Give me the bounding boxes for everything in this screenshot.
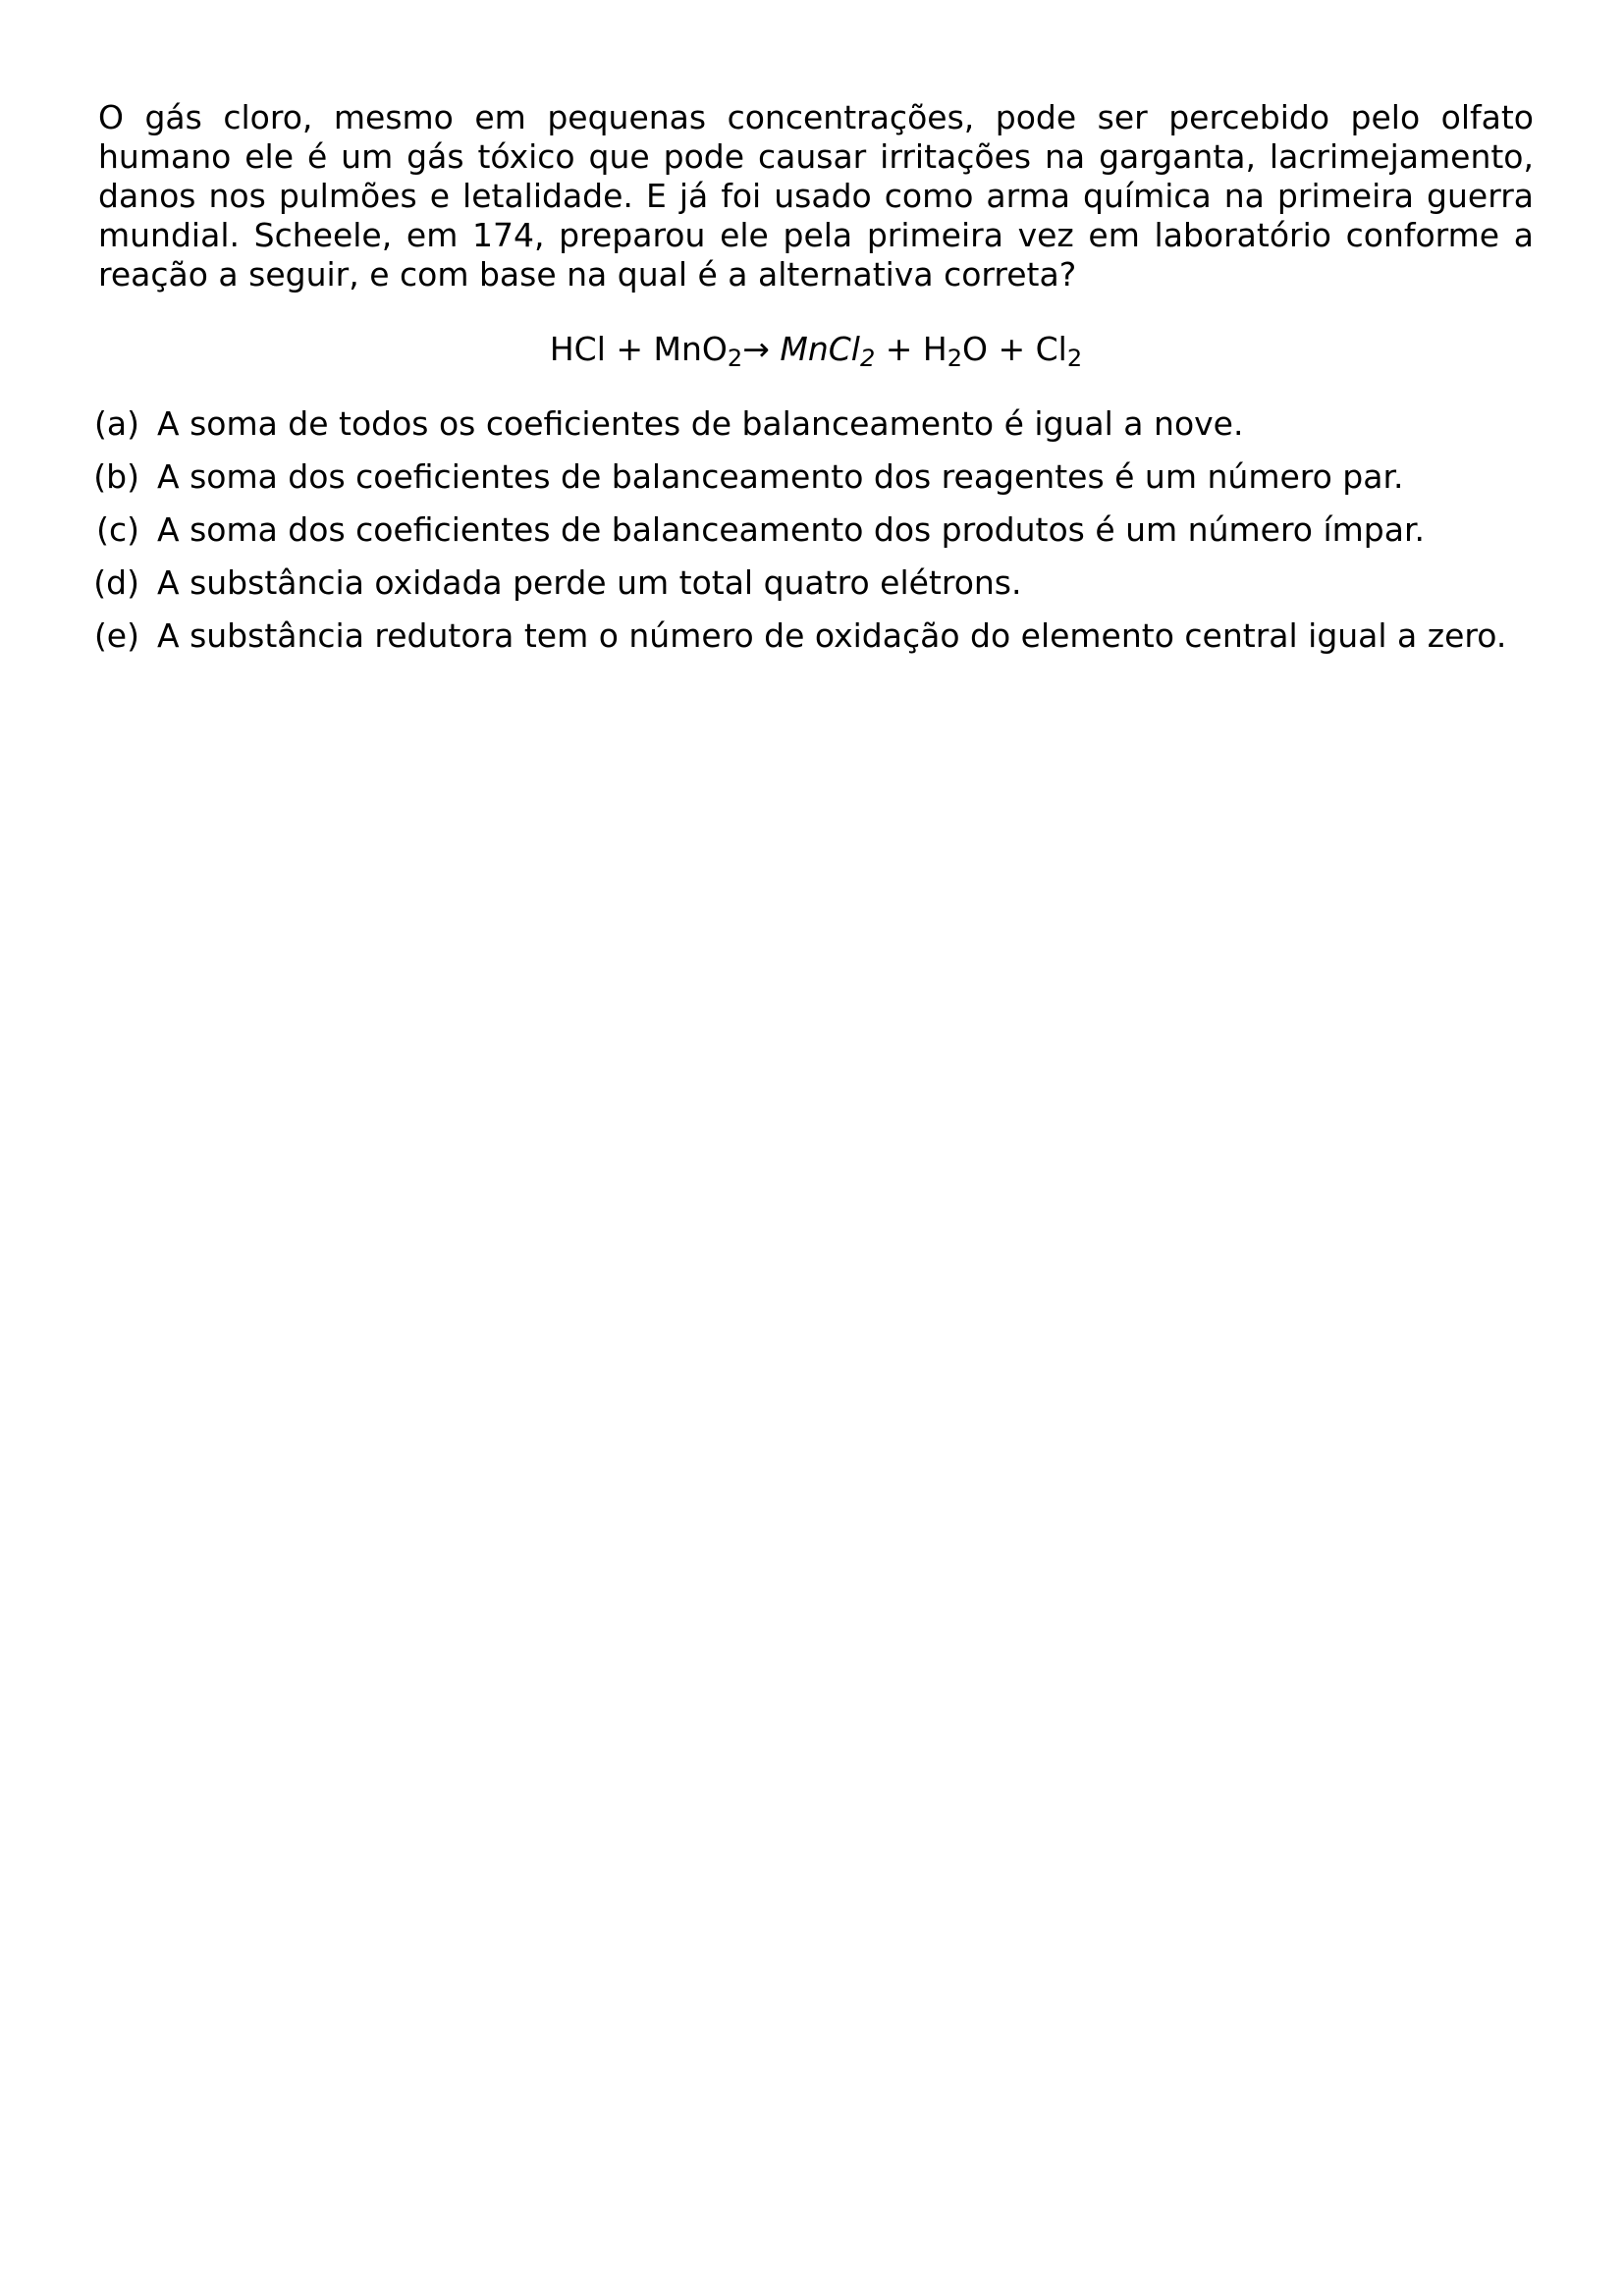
- plus-sign: +: [885, 330, 913, 368]
- plus-sign: +: [616, 330, 644, 368]
- product-h2o: $H_2O$: [922, 330, 988, 372]
- option-label: (d): [93, 563, 139, 602]
- option-label: (b): [93, 457, 139, 496]
- reactant-mno2: MnO$_2$: [653, 330, 743, 372]
- option-text: A soma dos coeficientes de balanceamento dos reagentes é um número par.: [157, 457, 1404, 496]
- option-e[interactable]: [93, 616, 1534, 656]
- option-a[interactable]: [94, 404, 1534, 444]
- option-c[interactable]: [98, 510, 1534, 550]
- option-text: A substância redutora tem o número de oxidação do elemento central igual a zero.: [157, 616, 1507, 655]
- option-b[interactable]: [93, 457, 1534, 497]
- reaction-arrow: →: [742, 330, 770, 368]
- answer-options: [93, 404, 1534, 656]
- product-mncl2: MnCl$_2$: [780, 330, 876, 372]
- option-text: A substância oxidada perde um total quatro elétrons.: [157, 563, 1022, 602]
- question-text: O gás cloro, mesmo em pequenas concentrações, pode ser percebido pelo olfato humano ele é um gás tóxico que pode causar irritações na garganta, lacrimejamento, danos nos pulmões e letalidade. E já foi usado como arma química na primeira guerra mundial. Scheele, em 174, preparou ele pela primeira vez em laboratório conforme a reação a seguir, e com base na qual é a alternativa correta?: [98, 98, 1534, 294]
- option-d[interactable]: [93, 563, 1534, 603]
- option-text: A soma de todos os coeficientes de balanceamento é igual a nove.: [157, 404, 1244, 443]
- option-text: A soma dos coeficientes de balanceamento dos produtos é um número ímpar.: [157, 510, 1425, 549]
- product-cl2: $Cl_2$: [1035, 330, 1083, 372]
- document-page: [93, 98, 1534, 669]
- plus-sign: +: [998, 330, 1026, 368]
- option-label: (a): [94, 404, 139, 443]
- reactant-hcl: HCl: [549, 330, 606, 368]
- chemical-equation: [98, 330, 1534, 372]
- option-label: (e): [93, 616, 139, 655]
- option-label: (c): [96, 510, 139, 549]
